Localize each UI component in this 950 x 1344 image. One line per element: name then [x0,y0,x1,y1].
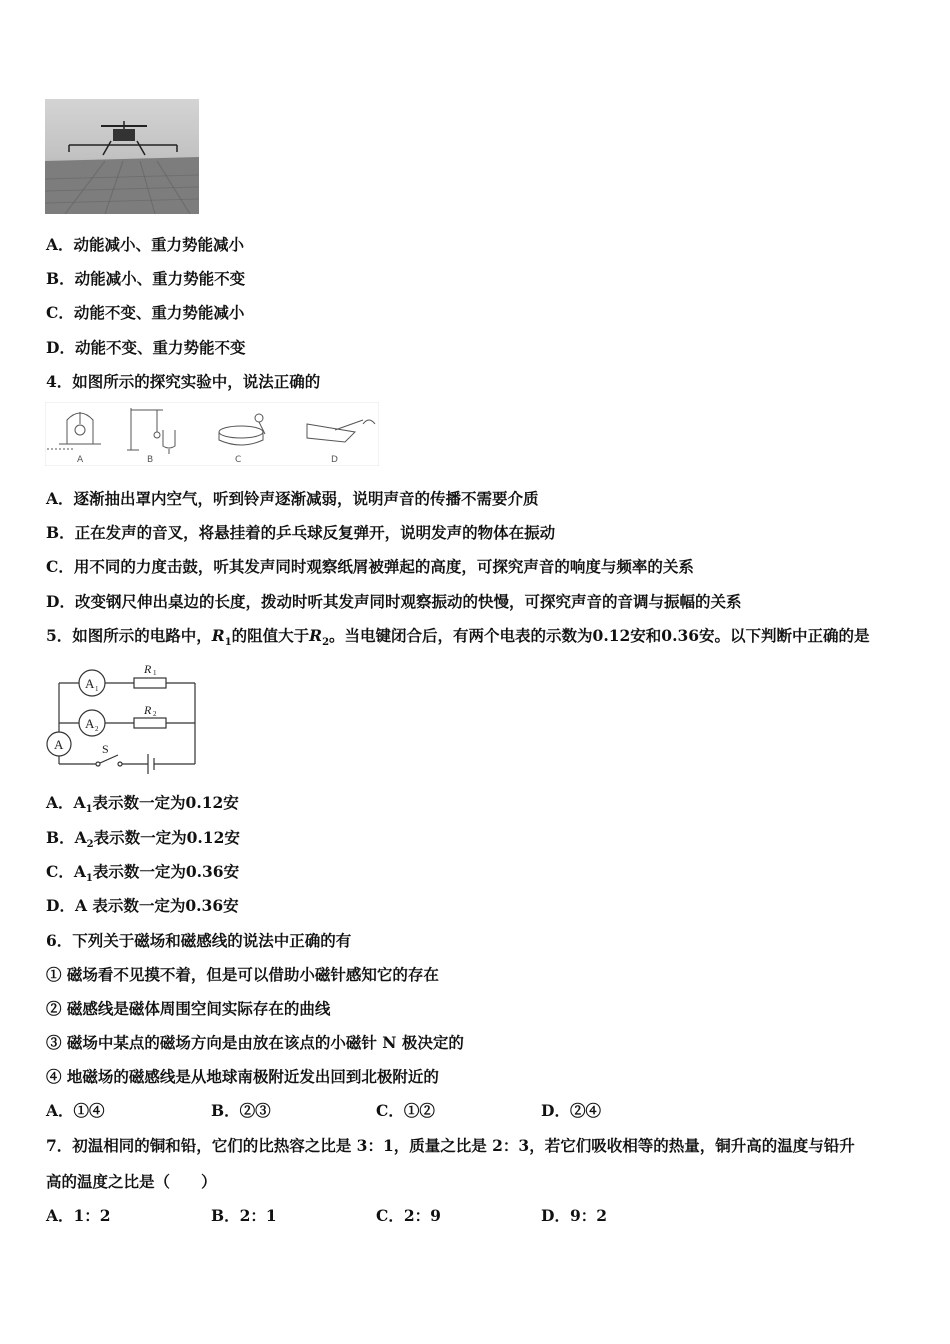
ammeter-a [47,732,71,756]
q6-statement-4: ④ 地磁场的磁感线是从地球南极附近发出回到北极附近的 [46,1067,439,1086]
svg-text:1: 1 [153,669,157,677]
ammeter-a2 [79,710,105,736]
svg-text:R: R [144,662,152,676]
q7-options [46,1206,906,1226]
svg-text:2: 2 [95,725,99,733]
q6-option-d: D．②④ [541,1101,601,1120]
q6-stem: 6．下列关于磁场和磁感线的说法中正确的有 [46,931,352,950]
q3-option-a: A．动能减小、重力势能减小 [46,235,245,254]
q4-stem: 4．如图所示的探究实验中，说法正确的 [46,372,321,391]
svg-text:A: A [85,676,95,691]
q7-option-c: C．2：9 [376,1206,441,1225]
figure-label-d: D [331,455,338,465]
q5-option-b: B．$A_2$表示数一定为0.12安 [46,828,240,851]
svg-text:A: A [85,716,95,731]
q5-stem: 5．如图所示的电路中，$R_1$的阻值大于$R_2$。当电键闭合后，有两个电表的示数为0.12安和0.36安。以下判断中正确的是 [46,626,870,649]
resistor-r1-label [143,662,157,677]
svg-text:1: 1 [95,685,99,693]
svg-text:R: R [144,703,152,717]
q7-stem-line1: 7．初温相同的铜和铅，它们的比热容之比是 3：1，质量之比是 2：3，若它们吸收相等的热量，铜升高的温度与铅升 [46,1136,855,1155]
q4-option-d: D．改变钢尺伸出桌边的长度，拨动时听其发声同时观察振动的快慢，可探究声音的音调与振幅的关系 [46,592,742,611]
q7-stem-line2: 高的温度之比是（ ） [46,1172,217,1191]
svg-text:2: 2 [153,710,157,718]
q6-statement-3: ③ 磁场中某点的磁场方向是由放在该点的小磁针 N 极决定的 [46,1033,464,1052]
q4-option-b: B．正在发声的音叉，将悬挂着的乒乓球反复弹开，说明发声的物体在振动 [46,523,556,542]
q7-option-d: D．9：2 [541,1206,608,1225]
q6-statement-1: ① 磁场看不见摸不着，但是可以借助小磁针感知它的存在 [46,965,439,984]
q5-option-c: C．$A_1$表示数一定为0.36安 [46,862,240,885]
q3-option-c: C．动能不变、重力势能减小 [46,303,245,322]
q4-option-a: A．逐渐抽出罩内空气，听到铃声逐渐减弱，说明声音的传播不需要介质 [46,489,539,508]
q5-option-d: D．A 表示数一定为0.36安 [46,896,239,915]
switch-label: S [102,742,109,756]
svg-text:A: A [54,737,64,752]
q4-option-c: C．用不同的力度击鼓，听其发声同时观察纸屑被弹起的高度，可探究声音的响度与频率的关系 [46,557,694,576]
q7-option-b: B．2：1 [211,1206,277,1225]
q6-statement-2: ② 磁感线是磁体周围空间实际存在的曲线 [46,999,331,1018]
q3-option-d: D．动能不变、重力势能不变 [46,338,246,357]
sound-experiments-figure [45,402,379,466]
q7-option-a: A．1：2 [46,1206,111,1225]
ammeter-a1 [79,670,105,696]
figure-label-a: A [77,455,84,465]
figure-label-c: C [235,455,242,465]
q3-option-b: B．动能减小、重力势能不变 [46,269,246,288]
figure-label-b: B [147,455,154,465]
q6-option-b: B．②③ [211,1101,271,1120]
q6-option-c: C．①② [376,1101,435,1120]
q5-option-a: A．$A_1$表示数一定为0.12安 [46,793,239,816]
drone-photo [45,99,199,214]
q6-option-a: A．①④ [46,1101,105,1120]
resistor-r2-label [143,703,157,718]
circuit-diagram [44,658,204,776]
q6-options [46,1101,906,1121]
